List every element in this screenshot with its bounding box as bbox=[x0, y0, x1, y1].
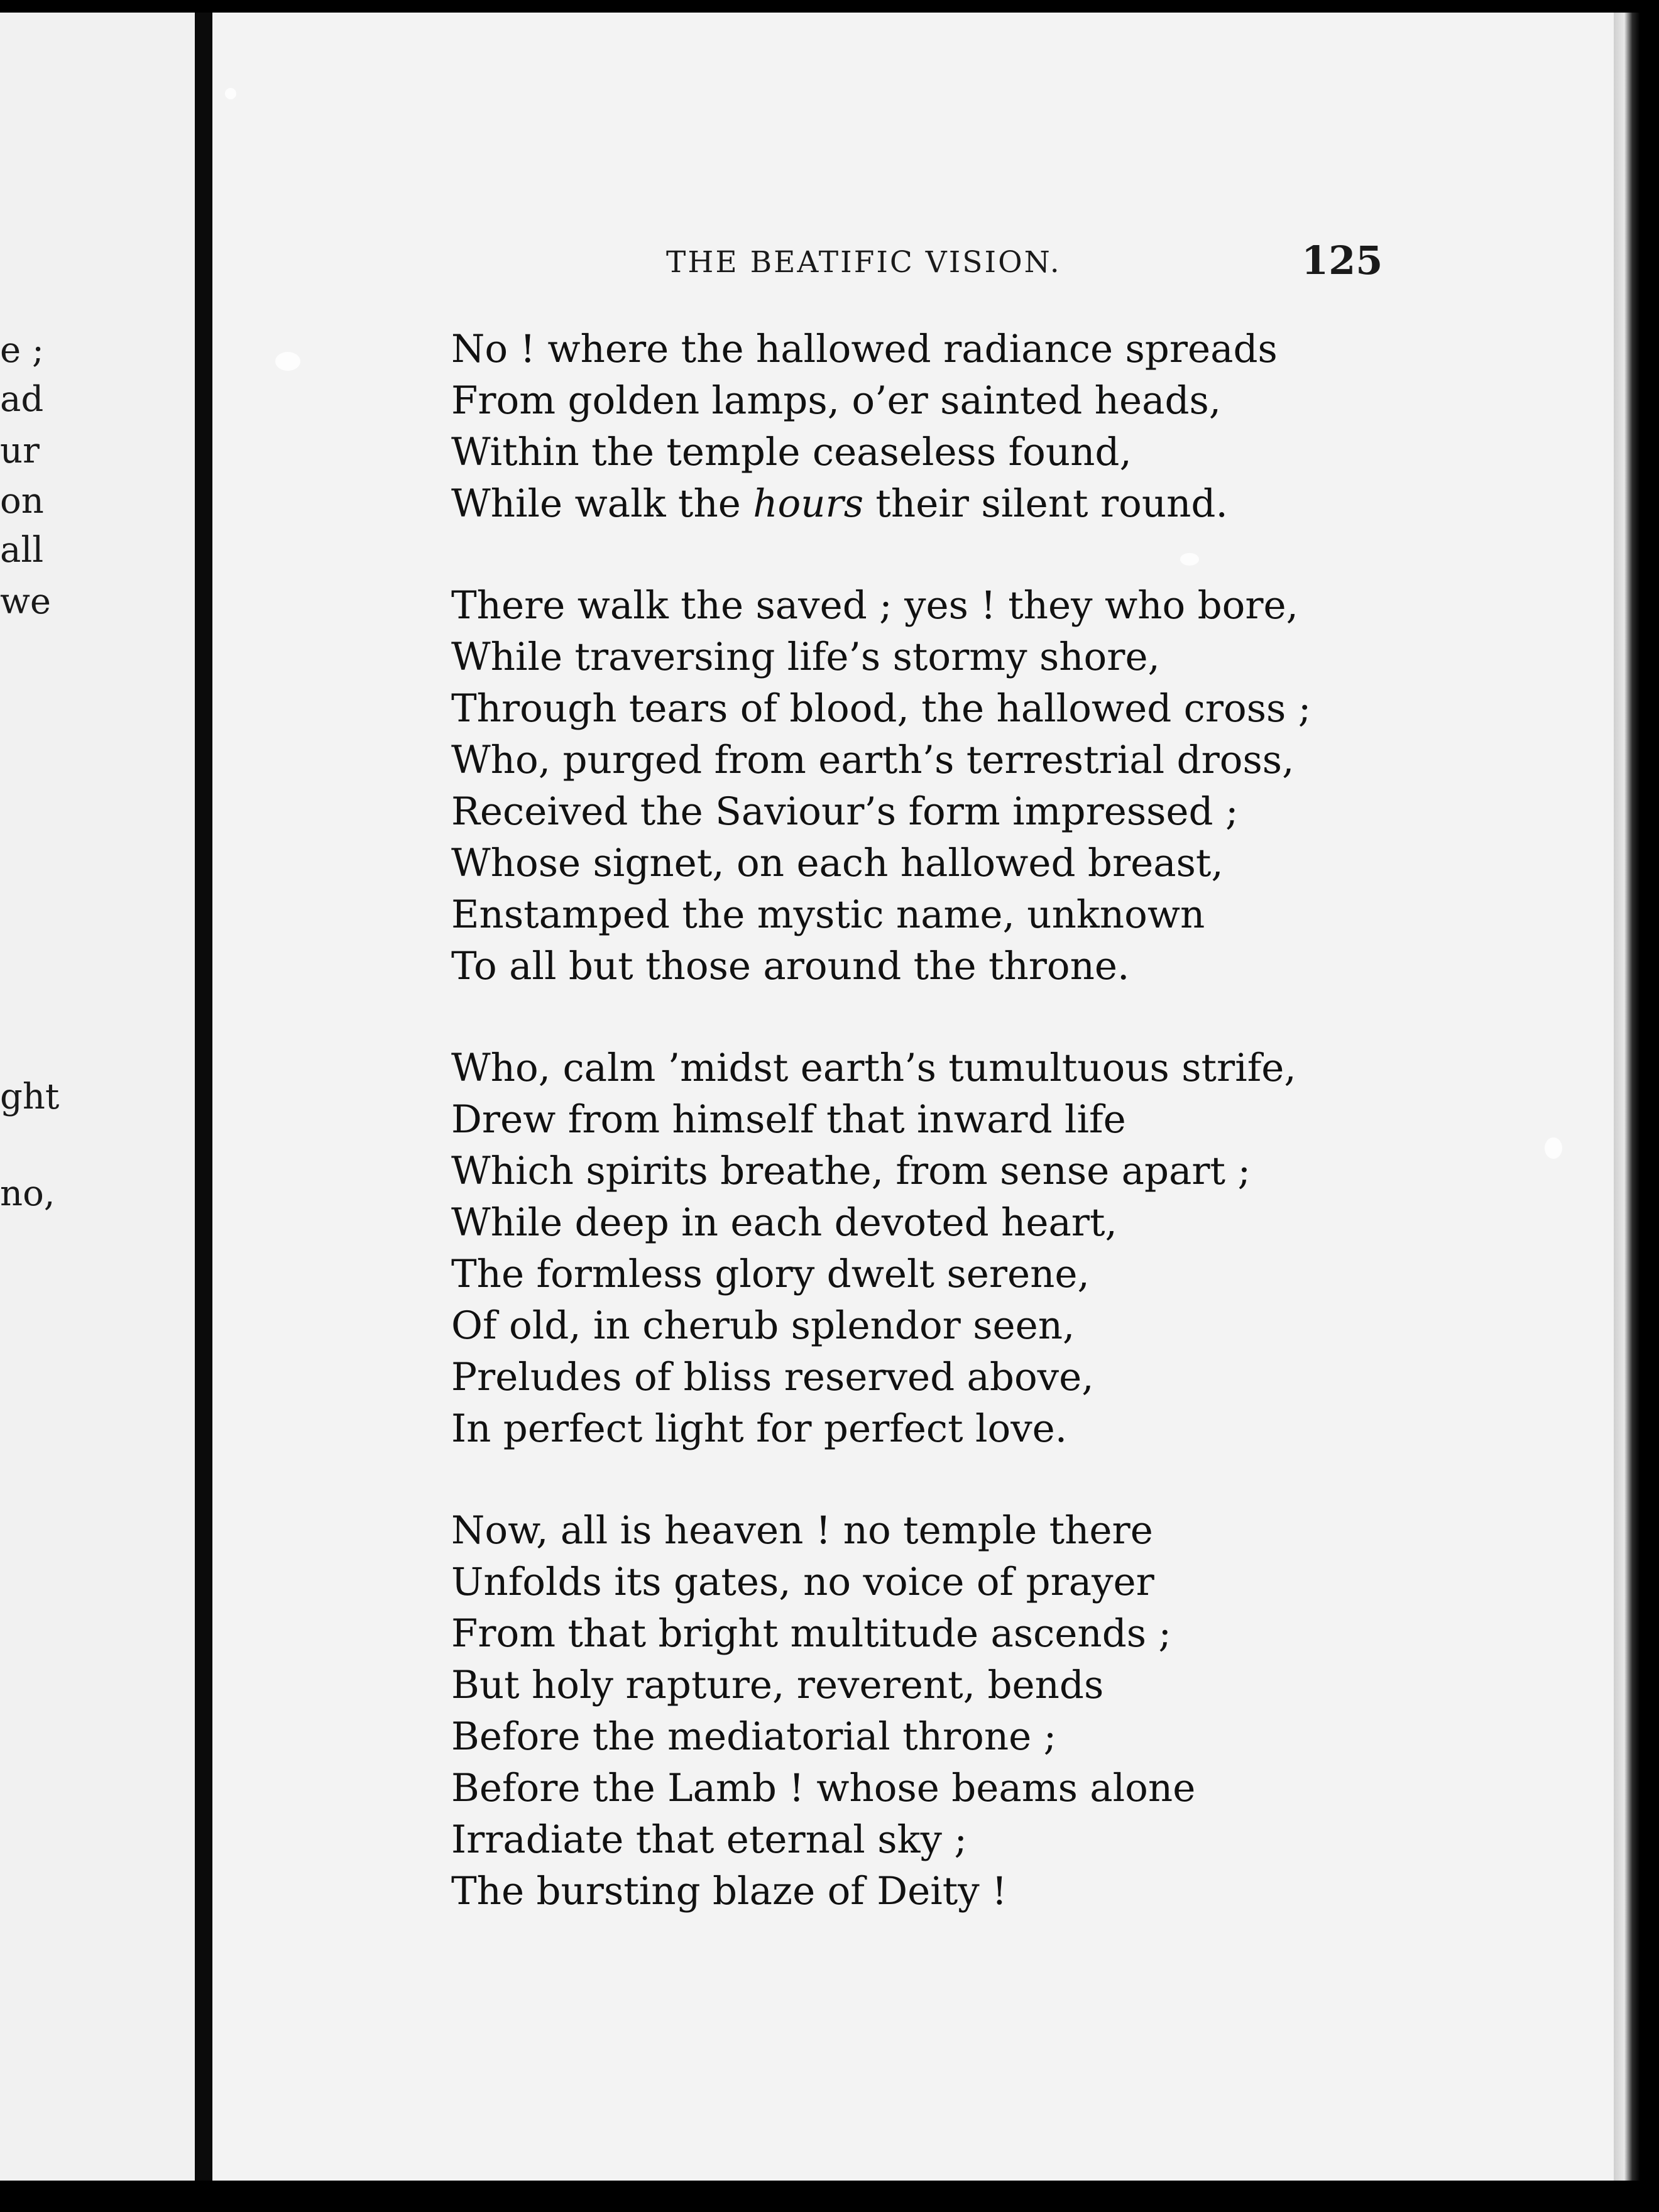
poem-line bbox=[451, 683, 1570, 735]
poem-line bbox=[451, 580, 1570, 632]
line-text: There walk the saved ; yes ! they who bore, bbox=[451, 583, 1299, 628]
line-text: Drew from himself that inward life bbox=[451, 1097, 1126, 1142]
poem-line bbox=[451, 324, 1570, 375]
line-text: While walk the bbox=[451, 481, 753, 526]
line-text: Unfolds its gates, no voice of prayer bbox=[451, 1560, 1154, 1604]
line-text: Enstamped the mystic name, unknown bbox=[451, 892, 1205, 937]
poem-line bbox=[451, 1403, 1570, 1455]
line-text: Which spirits breathe, from sense apart ; bbox=[451, 1149, 1251, 1193]
poem-line bbox=[451, 1866, 1570, 1917]
line-text: Before the Lamb ! whose beams alone bbox=[451, 1766, 1196, 1810]
line-text: Within the temple ceaseless found, bbox=[451, 430, 1132, 474]
poem-line bbox=[451, 889, 1570, 941]
page-number: 125 bbox=[1301, 238, 1383, 283]
left-page bbox=[0, 13, 199, 2181]
poem-line bbox=[451, 1249, 1570, 1300]
line-text: Through tears of blood, the hallowed cross ; bbox=[451, 686, 1311, 731]
left-page-fragment: no, bbox=[0, 1173, 55, 1214]
poem-line bbox=[451, 735, 1570, 786]
poem bbox=[451, 324, 1570, 1968]
poem-line bbox=[451, 478, 1570, 530]
book-gutter bbox=[195, 13, 212, 2181]
line-text: Whose signet, on each hallowed breast, bbox=[451, 841, 1224, 885]
left-page-fragment: on bbox=[0, 481, 44, 522]
poem-line bbox=[451, 1711, 1570, 1763]
poem-line bbox=[451, 1146, 1570, 1197]
paper-speck bbox=[225, 88, 236, 99]
left-page-fragment: ad bbox=[0, 379, 44, 420]
stanza bbox=[451, 1043, 1570, 1455]
line-text: Before the mediatorial throne ; bbox=[451, 1714, 1057, 1759]
poem-line bbox=[451, 632, 1570, 683]
poem-line bbox=[451, 1505, 1570, 1557]
poem-line bbox=[451, 1352, 1570, 1403]
line-text: their silent round. bbox=[863, 481, 1228, 526]
poem-line bbox=[451, 1300, 1570, 1352]
line-text: Preludes of bliss reserved above, bbox=[451, 1355, 1094, 1399]
poem-line bbox=[451, 1608, 1570, 1660]
line-text: In perfect light for perfect love. bbox=[451, 1406, 1068, 1451]
poem-line bbox=[451, 1043, 1570, 1094]
poem-line bbox=[451, 1763, 1570, 1814]
left-page-fragment: ght bbox=[0, 1076, 60, 1117]
line-text: Now, all is heaven ! no temple there bbox=[451, 1508, 1153, 1553]
left-page-fragment: we bbox=[0, 581, 52, 622]
poem-line bbox=[451, 1094, 1570, 1146]
line-text: Of old, in cherub splendor seen, bbox=[451, 1303, 1075, 1348]
poem-line bbox=[451, 1557, 1570, 1608]
line-text: While traversing life’s stormy shore, bbox=[451, 635, 1160, 679]
left-page-fragment: all bbox=[0, 530, 44, 571]
stanza bbox=[451, 1505, 1570, 1917]
line-text: Received the Saviour’s form impressed ; bbox=[451, 789, 1239, 834]
line-text: No ! where the hallowed radiance spreads bbox=[451, 327, 1278, 371]
left-page-fragment: ur bbox=[0, 430, 40, 471]
line-text: While deep in each devoted heart, bbox=[451, 1200, 1117, 1245]
paper-speck bbox=[275, 352, 300, 371]
line-text: From golden lamps, o’er sainted heads, bbox=[451, 378, 1222, 423]
left-page-fragment: e ; bbox=[0, 330, 44, 371]
line-text: To all but those around the throne. bbox=[451, 944, 1130, 988]
poem-line bbox=[451, 786, 1570, 838]
poem-line bbox=[451, 1197, 1570, 1249]
italic-word: hours bbox=[753, 481, 863, 526]
line-text: But holy rapture, reverent, bends bbox=[451, 1663, 1104, 1707]
line-text: Who, calm ’midst earth’s tumultuous strife, bbox=[451, 1046, 1296, 1090]
page-edge bbox=[1614, 13, 1640, 2181]
poem-line bbox=[451, 941, 1570, 992]
line-text: The formless glory dwelt serene, bbox=[451, 1252, 1090, 1296]
line-text: From that bright multitude ascends ; bbox=[451, 1611, 1171, 1656]
poem-line bbox=[451, 838, 1570, 889]
line-text: The bursting blaze of Deity ! bbox=[451, 1869, 1007, 1914]
poem-line bbox=[451, 1660, 1570, 1711]
poem-line bbox=[451, 1814, 1570, 1866]
line-text: Irradiate that eternal sky ; bbox=[451, 1817, 967, 1862]
right-page bbox=[212, 13, 1614, 2181]
stanza bbox=[451, 324, 1570, 530]
stanza bbox=[451, 580, 1570, 992]
line-text: Who, purged from earth’s terrestrial dross, bbox=[451, 738, 1295, 782]
poem-line bbox=[451, 427, 1570, 478]
running-title: THE BEATIFIC VISION. bbox=[666, 245, 1061, 280]
poem-line bbox=[451, 375, 1570, 427]
